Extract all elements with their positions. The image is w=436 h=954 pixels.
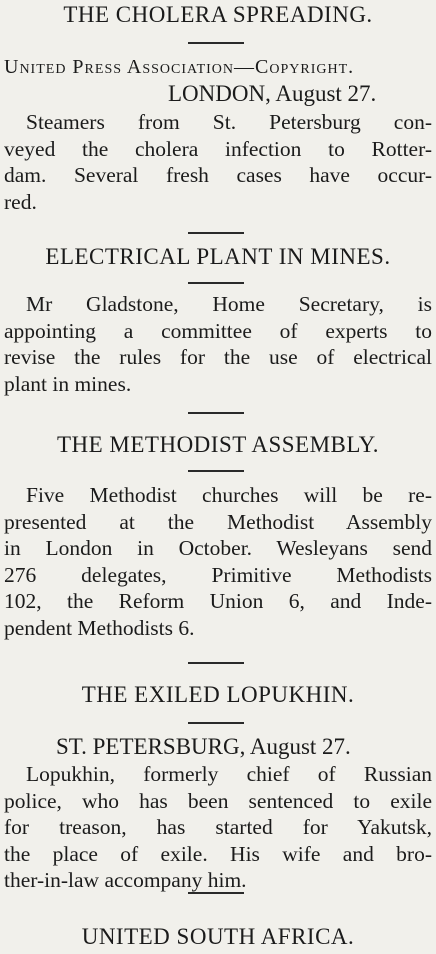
article-body-methodist [4, 482, 432, 642]
body-line: pendent Methodists 6. [4, 615, 195, 640]
body-line: ther-in-law accompany him. [4, 868, 247, 893]
body-line: Steamers from St. Petersburg con- [26, 110, 432, 134]
headline-exiled-lopukhin: THE EXILED LOPUKHIN. [81, 682, 355, 707]
body-line: 276 delegates, Primitive Methodists [4, 562, 432, 587]
body-line: police, who has been sentenced to exile [4, 788, 432, 813]
headline-united-south-africa: UNITED SOUTH AFRICA. [81, 924, 355, 949]
dateline-london: LONDON, August 27. [168, 81, 377, 106]
body-line: revise the rules for the use of electrical [4, 345, 432, 370]
body-line: 102, the Reform Union 6, and Inde- [4, 589, 432, 614]
article-body-lopukhin [4, 761, 432, 894]
divider-rule [188, 282, 244, 284]
body-line: the place of exile. His wife and bro- [4, 841, 432, 866]
body-line: in London in October. Wesleyans send [4, 536, 432, 561]
body-line: appointing a committee of experts to [4, 318, 432, 343]
article-body-electrical [4, 291, 432, 397]
body-line: Lopukhin, formerly chief of Russian [26, 762, 432, 786]
divider-rule [188, 662, 244, 664]
body-line: Mr Gladstone, Home Secretary, is [26, 292, 432, 316]
divider-rule [188, 892, 244, 894]
body-line: dam. Several fresh cases have occur- [4, 163, 432, 188]
body-line: Five Methodist churches will be re- [26, 483, 432, 507]
divider-rule [188, 722, 244, 724]
body-line: veyed the cholera infection to Rotter- [4, 136, 432, 161]
body-line: red. [4, 189, 37, 214]
headline-electrical-plant: ELECTRICAL PLANT IN MINES. [45, 244, 391, 269]
body-line: for treason, has started for Yakutsk, [4, 815, 432, 840]
dateline-st-petersburg: ST. PETERSBURG, August 27. [56, 734, 351, 759]
divider-rule [188, 42, 244, 44]
body-line: plant in mines. [4, 371, 132, 396]
body-line: presented at the Methodist Assembly [4, 509, 432, 534]
headline-methodist-assembly: THE METHODIST ASSEMBLY. [56, 432, 380, 457]
divider-rule [188, 232, 244, 234]
headline-cholera: THE CHOLERA SPREADING. [63, 2, 373, 27]
divider-rule [188, 470, 244, 472]
credit-line: United Press Association—Copyright. [4, 56, 355, 78]
divider-rule [188, 412, 244, 414]
article-body-cholera [4, 109, 432, 215]
